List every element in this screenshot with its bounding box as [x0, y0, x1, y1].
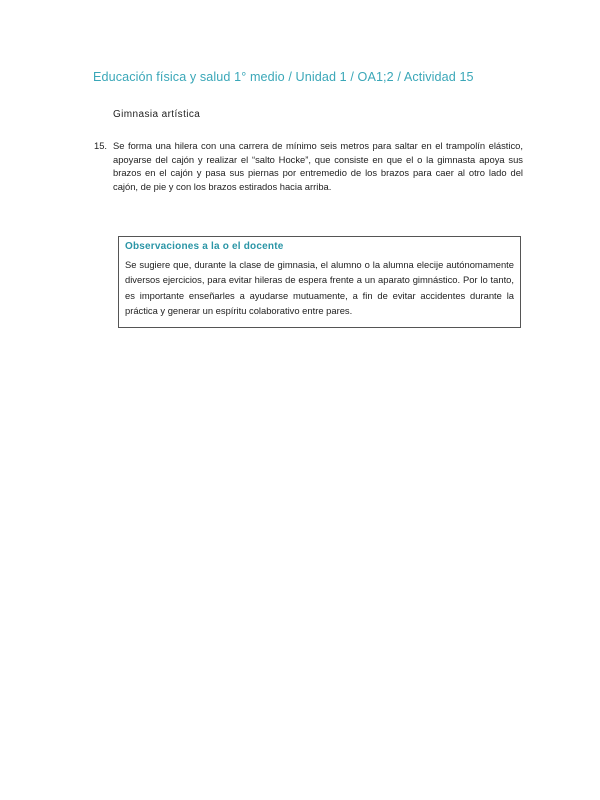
activity-item: [94, 139, 523, 193]
teacher-observations-box: [118, 236, 521, 328]
activity-number: 15.: [94, 140, 108, 151]
page-header: Educación física y salud 1° medio / Unidad 1 / OA1;2 / Actividad 15: [93, 70, 474, 84]
activity-text: Se forma una hilera con una carrera de mínimo seis metros para saltar en el trampolín elástico, apoyarse del cajón y realizar el “salto Hocke”, que consiste en que el o la gimnasta apoya sus brazos en el cajón y pasa sus piernas por entremedio de los brazos para caer al otro lado del cajón, de pie y con los brazos estirados hacia arriba.: [113, 140, 523, 192]
observations-title: Observaciones a la o el docente: [125, 241, 284, 252]
observations-text: Se sugiere que, durante la clase de gimnasia, el alumno o la alumna elecije autónomamente diversos ejercicios, para evitar hileras de espera frente a un aparato gimnástico. Por lo tanto, es importante enseñarles a ayudarse mutuamente, a fin de evitar accidentes durante la práctica y generar un espíritu colaborativo entre pares.: [125, 259, 514, 317]
section-title: Gimnasia artística: [113, 109, 201, 120]
